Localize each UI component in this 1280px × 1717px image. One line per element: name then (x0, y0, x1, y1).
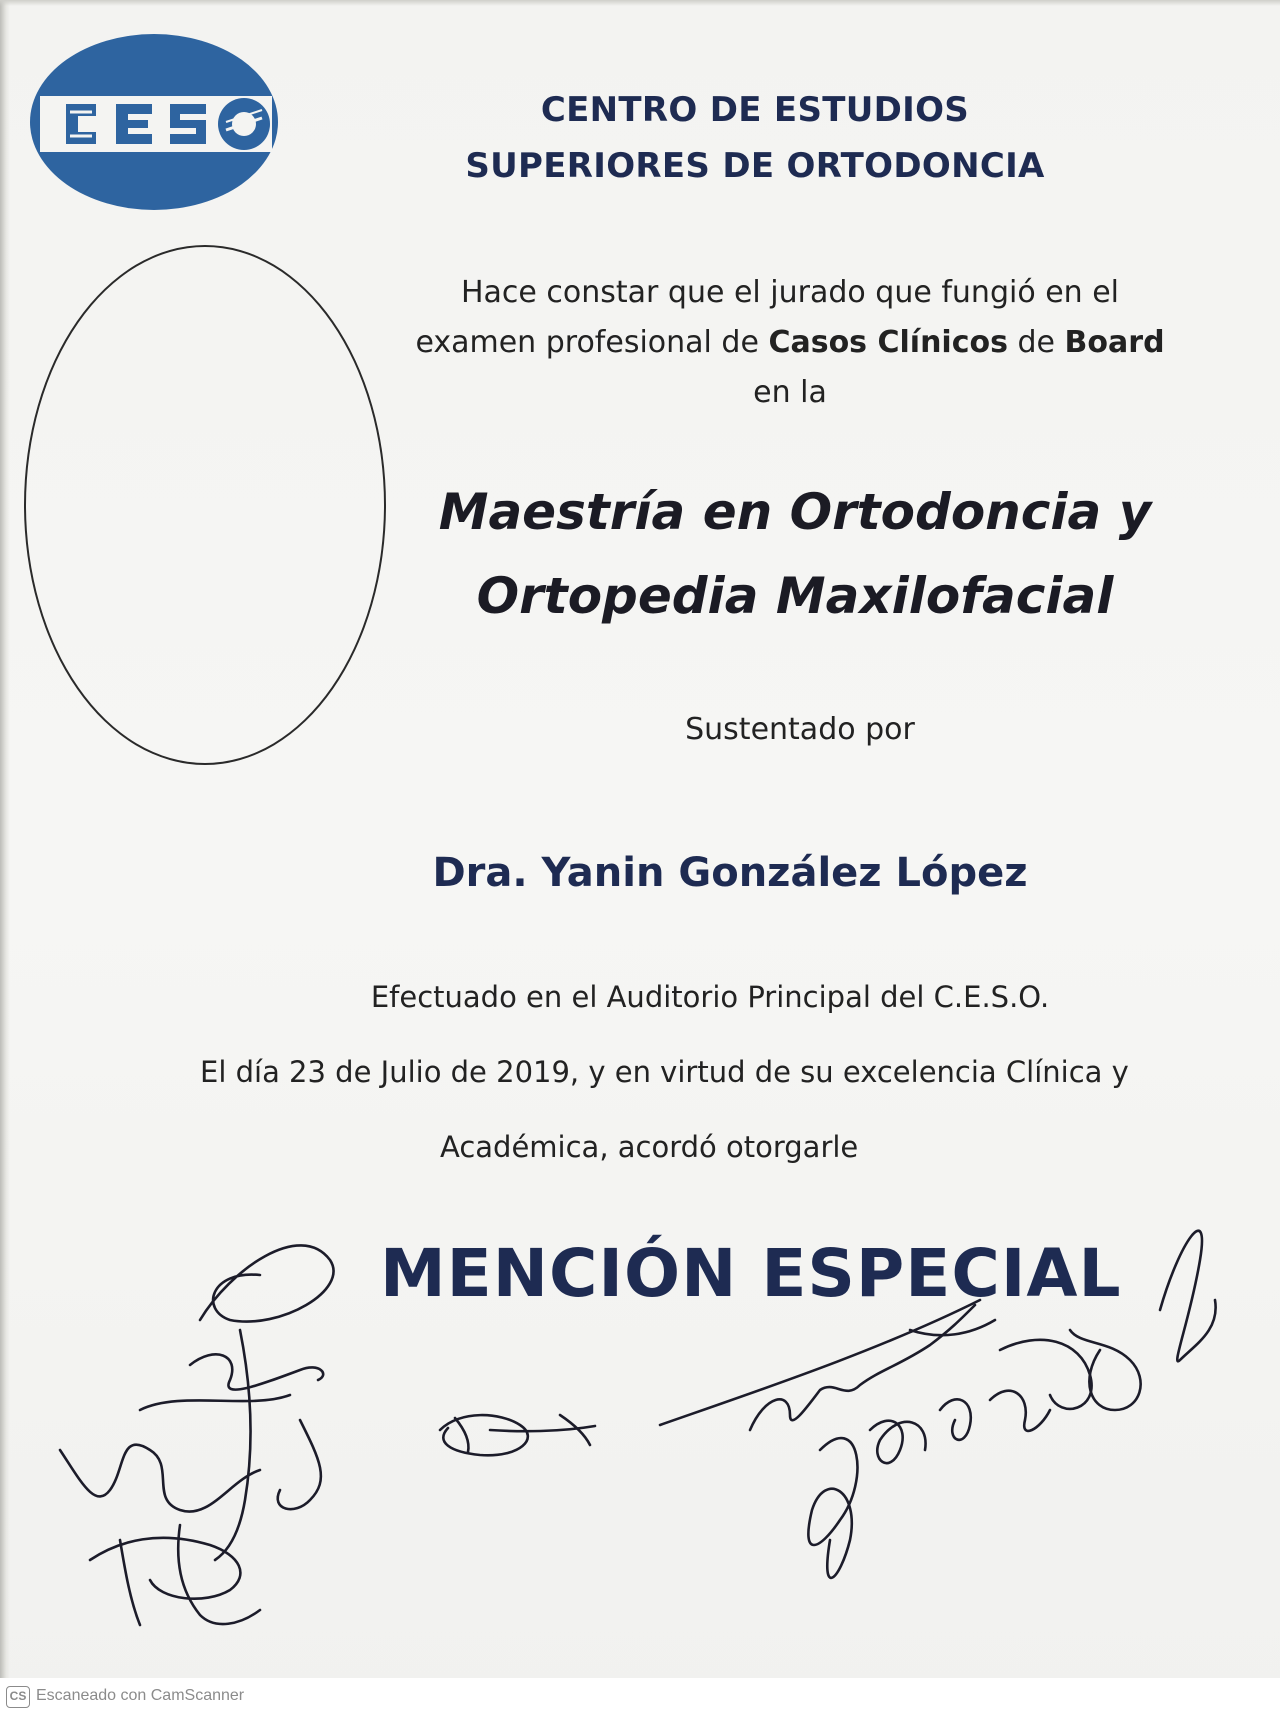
award-title: MENCIÓN ESPECIAL (380, 1235, 1122, 1312)
date-line: El día 23 de Julio de 2019, y en virtud de su excelencia Clínica y (200, 1055, 1129, 1089)
degree-title (400, 470, 1190, 638)
statement-line-3: en la (753, 375, 827, 410)
venue-line: Efectuado en el Auditorio Principal del C.E.S.O. (370, 980, 1050, 1014)
statement-line-2a: examen profesional de (415, 325, 769, 360)
degree-line-2: Ortopedia Maxilofacial (476, 567, 1114, 625)
institution-line-1: CENTRO DE ESTUDIOS (540, 90, 970, 130)
board-label: Board (1064, 325, 1165, 360)
statement-line-2 (380, 318, 1200, 368)
signatures (0, 1180, 1280, 1650)
statement-text (380, 268, 1200, 418)
photo-frame (24, 245, 386, 765)
signature-3 (660, 1300, 995, 1430)
recipient-name: Dra. Yanin González López (432, 850, 1028, 896)
signature-4 (808, 1231, 1215, 1578)
paper-top-edge (0, 0, 1280, 6)
institution-line-2: SUPERIORES DE ORTODONCIA (465, 146, 1045, 186)
signature-2 (440, 1415, 595, 1455)
statement-line-2c: de (1007, 325, 1065, 360)
institution-name (430, 82, 1080, 194)
statement-line-1: Hace constar que el jurado que fungió en el (460, 275, 1120, 310)
scanner-text: Escaneado con CamScanner (36, 1687, 245, 1704)
academic-line: Académica, acordó otorgarle (440, 1130, 859, 1164)
signature-1 (60, 1245, 334, 1625)
camscanner-icon: CS (6, 1686, 30, 1708)
casos-clinicos-label: Casos Clínicos (768, 325, 1008, 360)
ceso-logo (30, 32, 282, 212)
degree-line-1: Maestría en Ortodoncia y (438, 483, 1152, 541)
sustentado-label: Sustentado por (685, 712, 915, 747)
